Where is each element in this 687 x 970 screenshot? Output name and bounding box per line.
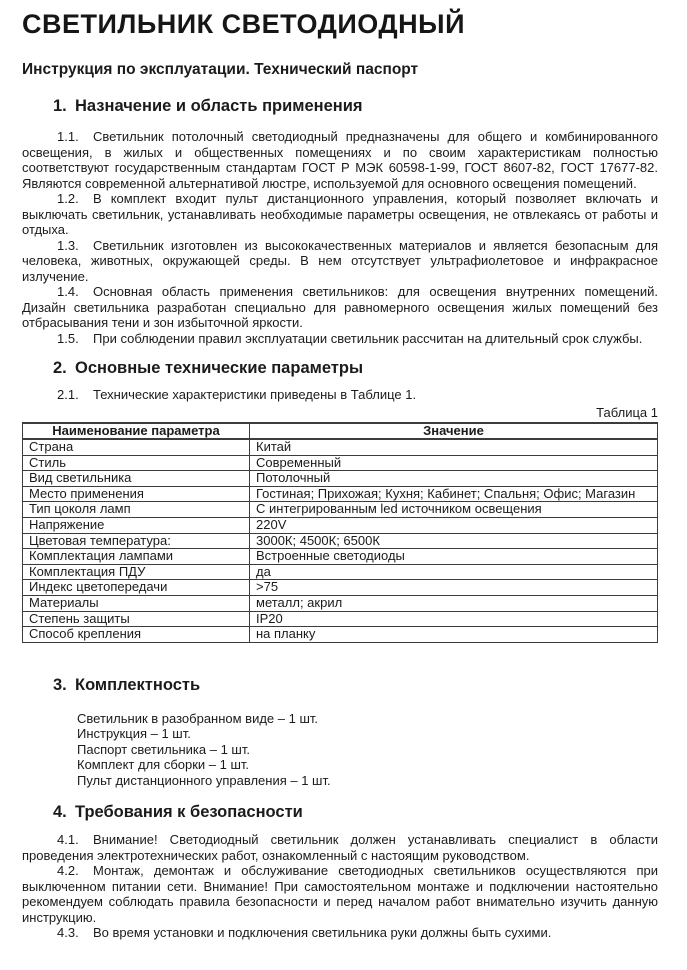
table-row (23, 549, 658, 565)
table-row (23, 486, 658, 502)
parameters-table (22, 422, 658, 643)
param-value: Китай (250, 439, 658, 455)
table-row (23, 439, 658, 455)
paragraph-2-1-text: Технические характеристики приведены в Таблице 1. (93, 387, 417, 402)
paragraph-1-2 (22, 191, 658, 238)
param-value: Современный (250, 455, 658, 471)
table-row (23, 533, 658, 549)
section-2-title: Основные технические параметры (75, 359, 364, 377)
section-1-number: 1. (53, 97, 67, 115)
paragraph-1-3-text: Светильник изготовлен из высококачественных материалов и является безопасным для человека, животных, окружающей среды. В нем отсутствует ультрафиолетовое и инфракрасное излучение. (22, 237, 658, 284)
paragraph-1-1 (22, 129, 658, 191)
paragraph-4-2 (22, 863, 658, 925)
param-value: С интегрированным led источником освещения (250, 502, 658, 518)
section-1-heading (22, 98, 658, 114)
table-row (23, 580, 658, 596)
paragraph-2-1-number: 2.1. (57, 387, 79, 402)
table-header-parameter: Наименование параметра (23, 423, 250, 440)
document-title: СВЕТИЛЬНИК СВЕТОДИОДНЫЙ (22, 9, 465, 39)
param-value: Встроенные светодиоды (250, 549, 658, 565)
table-row (23, 627, 658, 643)
param-name: Стиль (23, 455, 250, 471)
table-row (23, 596, 658, 612)
list-item: Инструкция – 1 шт. (77, 726, 191, 742)
param-name: Вид светильника (23, 471, 250, 487)
paragraph-4-3-number: 4.3. (57, 925, 79, 941)
table-header-row (23, 423, 658, 440)
section-2-number: 2. (53, 359, 67, 377)
section-1-title: Назначение и область применения (75, 97, 363, 115)
list-item: Пульт дистанционного управления – 1 шт. (77, 772, 331, 788)
kit-contents-list (77, 711, 658, 789)
param-name: Способ крепления (23, 627, 250, 643)
param-name: Тип цоколя ламп (23, 502, 250, 518)
section-4-number: 4. (53, 803, 67, 822)
paragraph-4-1-number: 4.1. (57, 832, 79, 848)
paragraph-4-3 (22, 925, 658, 941)
param-value: IP20 (250, 611, 658, 627)
paragraph-1-2-text: В комплект входит пульт дистанционного управления, который позволяет включать и выключать светильник, устанавливать необходимые параметры освещения, не отвлекаясь от работы и отдыха. (22, 191, 658, 237)
list-item: Светильник в разобранном виде – 1 шт. (77, 710, 319, 726)
param-value: на планку (250, 627, 658, 643)
paragraph-4-2-number: 4.2. (57, 863, 79, 879)
param-value: Потолочный (250, 471, 658, 487)
param-value: Гостиная; Прихожая; Кухня; Кабинет; Спальня; Офис; Магазин (250, 486, 658, 502)
param-name: Материалы (23, 596, 250, 612)
param-name: Место применения (23, 486, 250, 502)
table-row (23, 471, 658, 487)
paragraph-1-1-number: 1.1. (57, 129, 79, 144)
document-subtitle: Инструкция по эксплуатации. Технический паспорт (22, 61, 419, 78)
param-name: Напряжение (23, 518, 250, 534)
paragraph-1-5-text: При соблюдении правил эксплуатации светильник рассчитан на длительный срок службы. (93, 330, 643, 346)
paragraph-1-4 (22, 284, 658, 331)
table-row (23, 455, 658, 471)
paragraph-4-1 (22, 832, 658, 863)
section-2-heading (22, 360, 658, 376)
param-value: >75 (250, 580, 658, 596)
table-header-value: Значение (250, 423, 658, 440)
paragraph-1-5-number: 1.5. (57, 330, 79, 346)
paragraph-1-4-text: Основная область применения светильников: для освещения внутренних помещений. Дизайн светильника разработан специально для равномерного освещения жилых помещений без отбрасывания тени и зон избыточной яркости. (22, 284, 658, 330)
param-name: Страна (23, 439, 250, 455)
paragraph-4-3-text: Во время установки и подключения светильника руки должны быть сухими. (93, 925, 552, 941)
table-row (23, 564, 658, 580)
paragraph-1-3 (22, 238, 658, 285)
param-name: Степень защиты (23, 611, 250, 627)
param-value: 3000К; 4500К; 6500К (250, 533, 658, 549)
table-row (23, 518, 658, 534)
section-3-title: Комплектность (75, 675, 201, 694)
param-name: Комплектация ПДУ (23, 564, 250, 580)
param-value: металл; акрил (250, 596, 658, 612)
section-3-heading (22, 677, 658, 693)
param-name: Цветовая температура: (23, 533, 250, 549)
param-name: Комплектация лампами (23, 549, 250, 565)
param-name: Индекс цветопередачи (23, 580, 250, 596)
paragraph-1-3-number: 1.3. (57, 237, 79, 253)
paragraph-1-1-text: Светильник потолочный светодиодный предназначены для общего и комбинированного освещения, в жилых и общественных помещениях и по своим характеристикам полностью соответствуют государственным стандартам ГОСТ Р МЭК 60598-1-99, ГОСТ 8607-82, ГОСТ 17677-82. Являются современной альтернативой люстре, используемой для основного освещения помещений. (22, 129, 658, 191)
list-item: Паспорт светильника – 1 шт. (77, 741, 250, 757)
table-row (23, 611, 658, 627)
param-value: да (250, 564, 658, 580)
list-item: Комплект для сборки – 1 шт. (77, 757, 250, 773)
paragraph-2-1 (22, 387, 658, 403)
paragraph-1-5 (22, 331, 658, 347)
paragraph-4-2-text: Монтаж, демонтаж и обслуживание светодиодных светильников осуществляются при выключенном питании сети. Внимание! При самостоятельном монтаже и подключении настоятельно рекомендуем соблюдать правила безопасности и перед началом работ внимательно изучить данную инструкцию. (22, 863, 658, 925)
table-caption: Таблица 1 (596, 404, 658, 420)
section-4-title: Требования к безопасности (75, 803, 303, 822)
paragraph-4-1-text: Внимание! Светодиодный светильник должен устанавливать специалист в области проведения электротехнических работ, ознакомленный с настоящим руководством. (22, 832, 658, 863)
paragraph-1-2-number: 1.2. (57, 191, 79, 206)
section-4-heading (22, 804, 658, 820)
table-row (23, 502, 658, 518)
paragraph-1-4-number: 1.4. (57, 284, 79, 299)
param-value: 220V (250, 518, 658, 534)
section-3-number: 3. (53, 675, 67, 694)
